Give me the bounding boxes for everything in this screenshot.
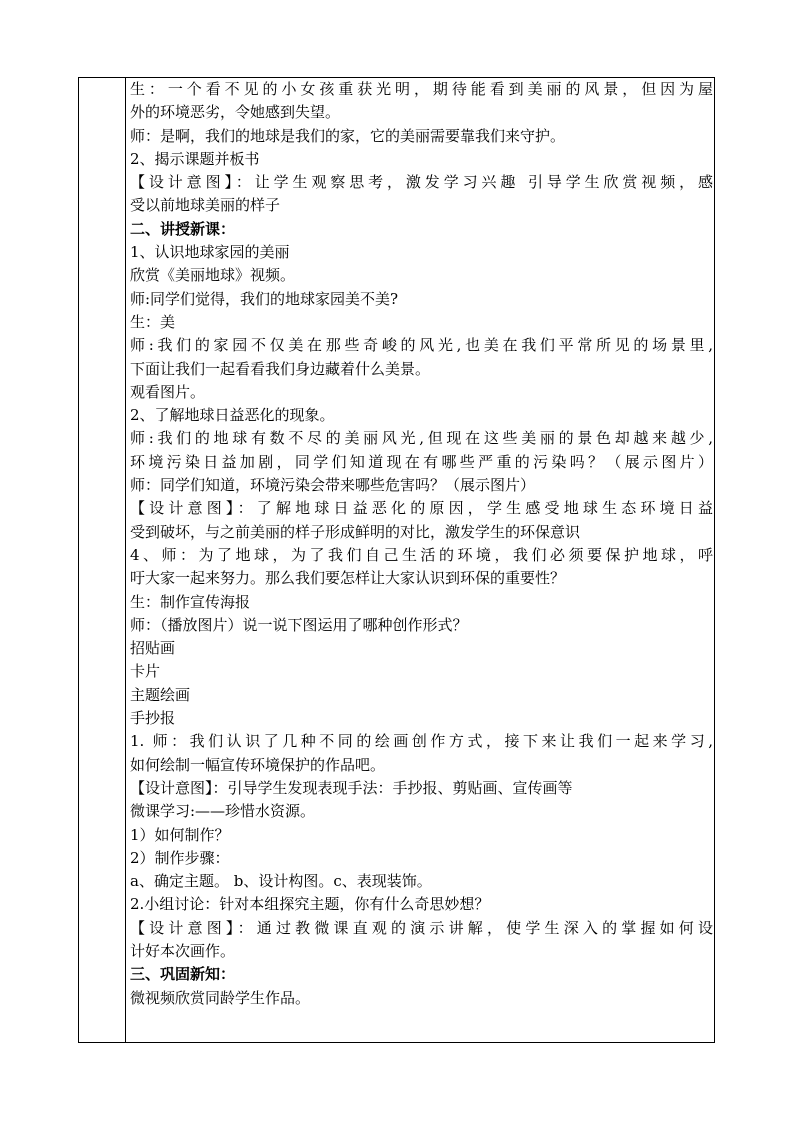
text-line: 生：制作宣传海报	[130, 592, 251, 611]
text-line: 受以前地球美丽的样子	[130, 196, 281, 215]
text-line: 师：同学们知道，环境污染会带来哪些危害吗？（展示图片）	[130, 476, 536, 495]
text-line: 2.小组讨论：针对本组探究主题，你有什么奇思妙想？	[130, 895, 490, 914]
table-left-column	[79, 78, 126, 1042]
text-line: 生：美	[130, 312, 176, 331]
lesson-table	[78, 77, 715, 1043]
text-line: 二、讲授新课：	[130, 219, 236, 238]
text-line: 如何绘制一幅宣传环境保护的作品吧。	[130, 755, 386, 774]
text-line: 下面让我们一起看看我们身边藏着什么美景。	[130, 359, 431, 378]
text-line: 1）如何制作？	[130, 825, 230, 844]
text-line: 2、揭示课题并板书	[130, 149, 260, 168]
text-line: 三、巩固新知：	[130, 965, 236, 984]
text-line: 师：（播放图片）说一说下图运用了哪种创作形式？	[130, 615, 468, 634]
text-line: 观看图片。	[130, 382, 206, 401]
text-line: 吁大家一起来努力。那么我们要怎样让大家认识到环保的重要性？	[130, 569, 566, 588]
text-line: 受到破坏，与之前美丽的样子形成鲜明的对比，激发学生的环保意识	[130, 522, 581, 541]
text-line: 手抄报	[130, 709, 176, 728]
text-line: 计好本次画作。	[130, 941, 236, 960]
text-line: a、确定主题。 b、设计构图。c、表现装饰。	[130, 872, 432, 891]
table-content-cell	[127, 78, 713, 1042]
text-line: 外的环境恶劣，令她感到失望。	[130, 103, 341, 122]
text-line: 师：是啊，我们的地球是我们的家，它的美丽需要靠我们来守护。	[130, 126, 566, 145]
text-line: 1. 师：我们认识了几种不同的绘画创作方式，接下来让我们一起来学习,	[130, 732, 713, 751]
text-line: 卡片	[130, 662, 161, 681]
text-line: 生：一个看不见的小女孩重获光明，期待能看到美丽的风景，但因为屋	[130, 80, 713, 98]
text-line: 师:同学们觉得，我们的地球家园美不美?	[130, 289, 399, 308]
text-line: 【设计意图】：引导学生发现表现手法：手抄报、剪贴画、宣传画等	[130, 778, 573, 797]
text-line: 2）制作步骤：	[130, 848, 230, 867]
text-line: 师:我们的家园不仅美在那些奇峻的风光,也美在我们平常所见的场景里,	[130, 336, 713, 355]
text-line: 【设计意图】：通过教微课直观的演示讲解，使学生深入的掌握如何设	[130, 918, 713, 937]
text-line: 1、认识地球家园的美丽	[130, 243, 290, 262]
text-line: 微视频欣赏同龄学生作品。	[130, 988, 311, 1007]
text-line: 师:我们的地球有数不尽的美丽风光,但现在这些美丽的景色却越来越少,	[130, 429, 713, 448]
text-line: 2、了解地球日益恶化的现象。	[130, 406, 335, 425]
text-line: 【设计意图】：了解地球日益恶化的原因，学生感受地球生态环境日益	[130, 499, 713, 518]
text-line: 环境污染日益加剧，同学们知道现在有哪些严重的污染吗？（展示图片）	[130, 452, 713, 471]
text-line: 主题绘画	[130, 685, 191, 704]
text-line: 【设计意图】：让学生观察思考，激发学习兴趣 引导学生欣赏视频，感	[130, 173, 713, 192]
text-line: 4、师：为了地球，为了我们自己生活的环境，我们必须要保护地球，呼	[130, 545, 713, 564]
text-line: 招贴画	[130, 639, 176, 658]
text-line: 微课学习:——珍惜水资源。	[130, 802, 316, 821]
text-line: 欣赏《美丽地球》视频。	[130, 266, 296, 285]
